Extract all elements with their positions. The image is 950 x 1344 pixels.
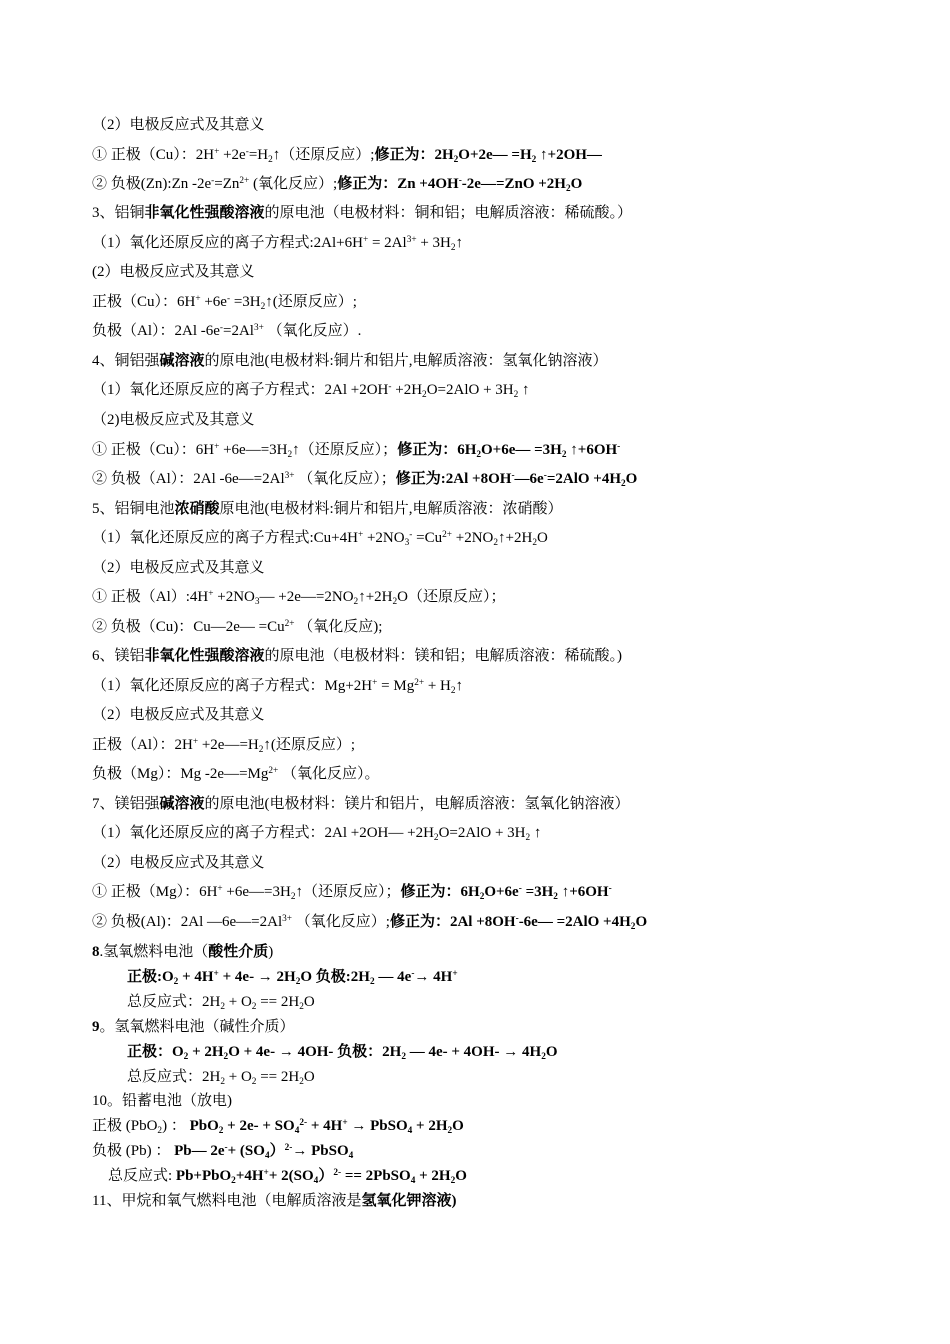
text-run: +4H — [235, 1168, 264, 1184]
text-line — [92, 321, 361, 341]
text-line — [92, 1091, 232, 1111]
superscript: + — [208, 588, 214, 599]
subscript: 2 — [173, 976, 179, 987]
subscript: 2 — [531, 154, 537, 165]
text-run: 总反应式：2H — [127, 994, 221, 1010]
text-run: 的原电池（电极材料：铜和铝；电解质溶液：稀硫酸。） — [264, 205, 633, 221]
text-run: 浓硝酸 — [174, 501, 220, 517]
superscript: + — [372, 677, 378, 688]
subscript: 2 — [450, 685, 456, 696]
text-run: ↑+6OH — [566, 442, 618, 458]
text-run: ② 负极（Al）：2Al -6e—=2Al — [92, 471, 285, 487]
text-run: O=2AlO + 3H — [426, 382, 514, 398]
superscript: + — [213, 968, 219, 979]
text-line — [92, 115, 265, 135]
text-run: —6e — [514, 471, 544, 487]
subscript: 2 — [447, 1125, 453, 1136]
superscript: - — [409, 529, 413, 540]
superscript: + — [217, 883, 223, 894]
subscript: 3 — [404, 537, 410, 548]
text-run: ） — [269, 1143, 285, 1159]
subscript: 2 — [453, 154, 459, 165]
subscript: 2 — [621, 478, 626, 489]
text-run: (2）电极反应式及其意义 — [92, 264, 255, 280]
superscript: - — [543, 470, 547, 481]
text-run: ↑（还原反应）； — [295, 884, 401, 900]
text-run: O — [303, 994, 315, 1010]
text-run: == 2H — [256, 994, 300, 1010]
text-line — [127, 1067, 315, 1087]
text-run: ↑+2H — [358, 589, 393, 605]
text-run: PbO — [189, 1118, 219, 1134]
text-run: ① 正极（Al）:4H — [92, 589, 209, 605]
text-run: （2）电极反应式及其意义 — [92, 707, 265, 723]
text-run: 。氢氧燃料电池（碱性介质） — [99, 1019, 295, 1035]
text-run: 10。铅蓄电池（放电) — [92, 1093, 232, 1109]
text-run: ) ： — [162, 1118, 190, 1134]
text-run: 的原电池(电极材料:铜片和铝片,电解质溶液：氢氧化钠溶液） — [204, 353, 608, 369]
text-run: ↑ — [455, 678, 464, 694]
text-line — [92, 558, 265, 578]
text-run: 修正为：6H — [400, 884, 480, 900]
text-line — [92, 203, 632, 223]
text-run: +6e—=3H — [222, 884, 291, 900]
subscript: 4 — [410, 1175, 416, 1186]
text-run: 6、镁铝 — [92, 648, 145, 664]
text-run: ↑（还原反应）； — [292, 442, 398, 458]
text-run: + 3H — [416, 235, 451, 251]
text-run: O（还原反应）； — [397, 589, 506, 605]
text-run: （氧化反应）； — [294, 471, 396, 487]
subscript: 2 — [422, 389, 427, 400]
text-run: 酸性介质 — [208, 944, 269, 960]
text-run: 原电池(电极材料:铜片和铝片,电解质溶液：浓硝酸） — [219, 501, 563, 517]
subscript: 2 — [251, 1076, 257, 1087]
subscript: 2 — [561, 449, 567, 460]
subscript: 2 — [476, 449, 482, 460]
text-line — [92, 735, 355, 755]
text-line — [92, 292, 357, 312]
superscript: + — [342, 1117, 348, 1128]
text-run: 负极（Mg）：Mg -2e—=Mg — [92, 766, 269, 782]
superscript: - — [219, 322, 224, 333]
subscript: 2 — [353, 596, 359, 607]
text-run: ↑+2H — [498, 530, 533, 546]
text-line — [92, 174, 582, 194]
text-run: ② 负极（Cu)：Cu—2e— =Cu — [92, 619, 285, 635]
text-run: ① 正极（Mg）：6H — [92, 884, 218, 900]
text-run: O=2AlO + 3H — [438, 825, 526, 841]
text-run: 的原电池(电极材料：镁片和铝片，电解质溶液：氢氧化钠溶液） — [204, 796, 630, 812]
text-run: +2NO — [213, 589, 255, 605]
superscript: + — [214, 441, 220, 452]
text-run: 正极（Al）：2H — [92, 737, 193, 753]
text-run: ① 正极（Cu）：2H — [92, 147, 215, 163]
text-line — [92, 145, 602, 165]
text-run: 9 — [92, 1019, 100, 1035]
text-run: → 4H — [414, 969, 453, 985]
text-line — [108, 1166, 467, 1186]
text-line — [92, 469, 637, 489]
text-run: （氧化反应）; — [292, 914, 390, 930]
text-run: = Mg — [377, 678, 415, 694]
subscript: 2 — [630, 921, 636, 932]
text-line — [92, 912, 647, 932]
superscript: - — [515, 913, 519, 924]
text-run: （1）氧化还原反应的离子方程式:2Al+6H — [92, 235, 363, 251]
text-run: ↑ — [530, 825, 542, 841]
subscript: 2 — [433, 832, 439, 843]
text-run: =Cu — [412, 530, 443, 546]
text-run: 非氧化性强酸溶液 — [144, 648, 265, 664]
text-run: + O — [225, 1069, 252, 1085]
subscript: 2 — [157, 1125, 163, 1136]
subscript: 2 — [392, 596, 398, 607]
subscript: 2 — [218, 1125, 224, 1136]
text-line — [92, 823, 541, 843]
text-run: 碱溶液 — [159, 353, 205, 369]
text-run: =3H — [521, 884, 554, 900]
text-run: （1）氧化还原反应的离子方程式：2Al +2OH— +2H — [92, 825, 434, 841]
text-run: 修正为:2Al +8OH — [395, 471, 512, 487]
text-run: =2Al — [223, 323, 254, 339]
superscript: 2+ — [442, 529, 452, 540]
text-line — [127, 967, 458, 987]
text-run: +2H — [391, 382, 423, 398]
text-run: ↑(还原反应）; — [263, 737, 356, 753]
text-line — [92, 528, 548, 548]
subscript: 2 — [183, 1051, 189, 1062]
text-run: 总反应式: — [108, 1168, 176, 1184]
text-run: + 2H — [415, 1168, 451, 1184]
text-run: 修正为：Zn +4OH — [337, 176, 459, 192]
subscript: 2 — [268, 154, 273, 165]
text-run: Pb— 2e — [174, 1143, 225, 1159]
text-run: -2e—=ZnO +2H — [461, 176, 566, 192]
text-run: O+6e — [484, 884, 519, 900]
superscript: 2- — [284, 1142, 293, 1153]
text-run: ↑+2OH— — [536, 147, 602, 163]
superscript: + — [195, 293, 201, 304]
superscript: 3+ — [282, 913, 293, 924]
text-line — [92, 942, 273, 962]
text-line — [92, 1191, 456, 1211]
text-run: O — [570, 176, 583, 192]
text-line — [127, 1042, 558, 1062]
subscript: 2 — [565, 183, 571, 194]
superscript: 2+ — [414, 677, 425, 688]
text-run: + 4e- → 2H — [218, 969, 296, 985]
text-line — [92, 233, 463, 253]
superscript: - — [411, 968, 415, 979]
text-line — [92, 882, 612, 902]
text-run: 碱溶液 — [159, 796, 205, 812]
superscript: - — [511, 470, 515, 481]
superscript: - — [245, 146, 249, 157]
text-run: + 4H — [178, 969, 214, 985]
text-line — [92, 380, 530, 400]
text-run: + 2e- + SO — [223, 1118, 295, 1134]
text-run: ↑+6OH — [557, 884, 609, 900]
text-line — [92, 676, 463, 696]
text-run: + H — [424, 678, 451, 694]
text-run: +2e—=H — [198, 737, 259, 753]
subscript: 2 — [450, 1175, 456, 1186]
text-run: 负极（Al）：2Al -6e — [92, 323, 220, 339]
text-line — [92, 646, 622, 666]
text-run: （2）电极反应式及其意义 — [92, 855, 265, 871]
text-line — [92, 499, 562, 519]
text-run: .氢氧燃料电池（ — [99, 944, 209, 960]
superscript: 2+ — [239, 175, 250, 186]
subscript: 2 — [513, 389, 519, 400]
text-run: + 4H — [307, 1118, 343, 1134]
superscript: 2+ — [268, 765, 279, 776]
text-run: （2）电极反应式及其意义 — [92, 560, 265, 576]
text-run: ↑（还原反应）; — [272, 147, 375, 163]
text-run: O+6e— =3H — [481, 442, 562, 458]
subscript: 2 — [479, 891, 485, 902]
subscript: 2 — [532, 537, 537, 548]
subscript: 4 — [313, 1175, 319, 1186]
text-run: +6e—=3H — [219, 442, 288, 458]
subscript: 2 — [220, 1076, 225, 1087]
text-run: 总反应式：2H — [127, 1069, 221, 1085]
text-line — [92, 617, 382, 637]
subscript: 2 — [287, 449, 293, 460]
superscript: + — [214, 146, 220, 157]
text-line — [92, 1141, 353, 1161]
text-run: 修正为：2Al +8OH — [389, 914, 516, 930]
subscript: 2 — [299, 1001, 304, 1012]
text-run: 正极:O — [127, 969, 174, 985]
text-run: → PbSO — [347, 1118, 408, 1134]
text-run: Pb+PbO — [175, 1168, 232, 1184]
superscript: - — [458, 175, 462, 186]
text-line — [92, 764, 380, 784]
text-line — [92, 262, 255, 282]
text-run: （1）氧化还原反应的离子方程式：Mg+2H — [92, 678, 373, 694]
text-run: 的原电池（电极材料：镁和铝；电解质溶液：稀硫酸。) — [264, 648, 623, 664]
subscript: 2 — [220, 1001, 225, 1012]
superscript: - — [211, 175, 215, 186]
text-run: O — [625, 471, 638, 487]
text-run: =H — [248, 147, 269, 163]
subscript: 2 — [401, 1051, 406, 1062]
text-run: （氧化反应）. — [263, 323, 362, 339]
subscript: 2 — [525, 832, 531, 843]
text-run: — 4e — [374, 969, 412, 985]
text-run: O — [455, 1168, 467, 1184]
text-line — [127, 992, 315, 1012]
superscript: + — [357, 529, 364, 540]
subscript: 4 — [348, 1150, 354, 1161]
text-line — [92, 853, 265, 873]
text-run: O + 4e- → 4OH- 负极：2H — [228, 1044, 402, 1060]
subscript: 2 — [223, 1051, 229, 1062]
text-run: +2NO — [363, 530, 405, 546]
superscript: - — [224, 1142, 228, 1153]
text-run: 11、甲烷和氧气燃料电池（电解质溶液是 — [92, 1193, 362, 1209]
subscript: 2 — [553, 891, 558, 902]
text-run: == 2H — [256, 1069, 300, 1085]
text-run: 4、铜铝强 — [92, 353, 160, 369]
text-run: + O — [225, 994, 252, 1010]
text-run: ↑ — [455, 235, 464, 251]
text-run: O — [452, 1118, 464, 1134]
text-run: +6e — [200, 294, 227, 310]
text-run: O — [536, 530, 548, 546]
subscript: 4 — [294, 1125, 300, 1136]
text-run: (氧化反应）; — [249, 176, 338, 192]
text-run: 3、铝铜 — [92, 205, 145, 221]
superscript: - — [226, 293, 231, 304]
text-line — [92, 440, 620, 460]
superscript: 3+ — [253, 322, 264, 333]
superscript: - — [617, 441, 621, 452]
text-run: （1）氧化还原反应的离子方程式:Cu+4H — [92, 530, 358, 546]
superscript: + — [362, 234, 369, 245]
subscript: 2 — [231, 1175, 236, 1186]
text-run: O 负极:2H — [300, 969, 370, 985]
text-run: 修正为：2H — [374, 147, 454, 163]
subscript: 2 — [450, 242, 456, 253]
text-run: 正极（Cu）：6H — [92, 294, 196, 310]
text-run: 正极 (PbO — [92, 1118, 158, 1134]
superscript: + — [192, 736, 199, 747]
text-run: + 2(SO — [268, 1168, 314, 1184]
superscript: 3+ — [284, 470, 295, 481]
text-run: ② 负极(Zn):Zn -2e — [92, 176, 212, 192]
text-run: 8 — [92, 944, 100, 960]
subscript: 2 — [290, 891, 296, 902]
text-run: +2NO — [451, 530, 494, 546]
subscript: 2 — [258, 744, 264, 755]
superscript: 2+ — [284, 618, 295, 629]
text-run: + 2H — [188, 1044, 224, 1060]
text-run: （1）氧化还原反应的离子方程式：2Al +2OH — [92, 382, 389, 398]
text-run: 正极：O — [127, 1044, 184, 1060]
text-run: ↑(还原反应）; — [265, 294, 357, 310]
text-run: O — [635, 914, 648, 930]
superscript: + — [263, 1167, 269, 1178]
text-run: ） — [318, 1168, 334, 1184]
text-run: =3H — [230, 294, 261, 310]
text-run: =Zn — [214, 176, 240, 192]
text-line — [92, 705, 265, 725]
text-run: -6e— =2AlO +4H — [518, 914, 631, 930]
text-run: 负极 (Pb) ： — [92, 1143, 175, 1159]
text-run: O — [545, 1044, 558, 1060]
text-run: — +2e—=2NO — [259, 589, 354, 605]
text-line — [92, 794, 630, 814]
text-run: O — [303, 1069, 315, 1085]
text-line — [92, 1017, 295, 1037]
text-run: （2)电极反应式及其意义 — [92, 412, 255, 428]
text-run: == 2PbSO — [341, 1168, 411, 1184]
superscript: - — [388, 381, 392, 392]
text-run: （氧化反应）。 — [278, 766, 380, 782]
text-run: 7、镁铝强 — [92, 796, 160, 812]
text-run: （氧化反应); — [294, 619, 383, 635]
superscript: 2- — [299, 1117, 308, 1128]
subscript: 2 — [369, 976, 375, 987]
text-run: ① 正极（Cu）：6H — [92, 442, 215, 458]
subscript: 4 — [264, 1150, 270, 1161]
subscript: 3 — [254, 596, 260, 607]
superscript: 3+ — [406, 234, 417, 245]
text-line — [92, 351, 607, 371]
subscript: 2 — [541, 1051, 546, 1062]
superscript: 2- — [333, 1167, 342, 1178]
text-run: =2AlO +4H — [546, 471, 622, 487]
text-run: （2）电极反应式及其意义 — [92, 117, 265, 133]
text-run: + (SO — [227, 1143, 265, 1159]
text-run: +2e — [219, 147, 246, 163]
text-line — [92, 410, 255, 430]
text-run: ) — [268, 944, 274, 960]
text-run: 5、铝铜电池 — [92, 501, 175, 517]
subscript: 2 — [260, 301, 266, 312]
subscript: 2 — [295, 976, 301, 987]
text-run: O+2e— =H — [458, 147, 532, 163]
text-run: 非氧化性强酸溶液 — [144, 205, 265, 221]
text-run: ↑ — [518, 382, 530, 398]
superscript: + — [452, 968, 458, 979]
text-run: → PbSO — [292, 1143, 349, 1159]
text-run: — 4e- + 4OH- → 4H — [405, 1044, 542, 1060]
superscript: - — [608, 883, 612, 894]
subscript: 4 — [407, 1125, 413, 1136]
text-run: 修正为：6H — [397, 442, 477, 458]
superscript: - — [518, 883, 522, 894]
text-run: 氢氧化钾溶液) — [361, 1193, 457, 1209]
text-run: ② 负极(Al)：2Al —6e—=2Al — [92, 914, 283, 930]
text-run: = 2Al — [368, 235, 407, 251]
text-run: + 2H — [412, 1118, 448, 1134]
text-line — [92, 1116, 464, 1136]
text-line — [92, 587, 506, 607]
subscript: 2 — [251, 1001, 257, 1012]
subscript: 2 — [493, 537, 499, 548]
subscript: 2 — [299, 1076, 304, 1087]
